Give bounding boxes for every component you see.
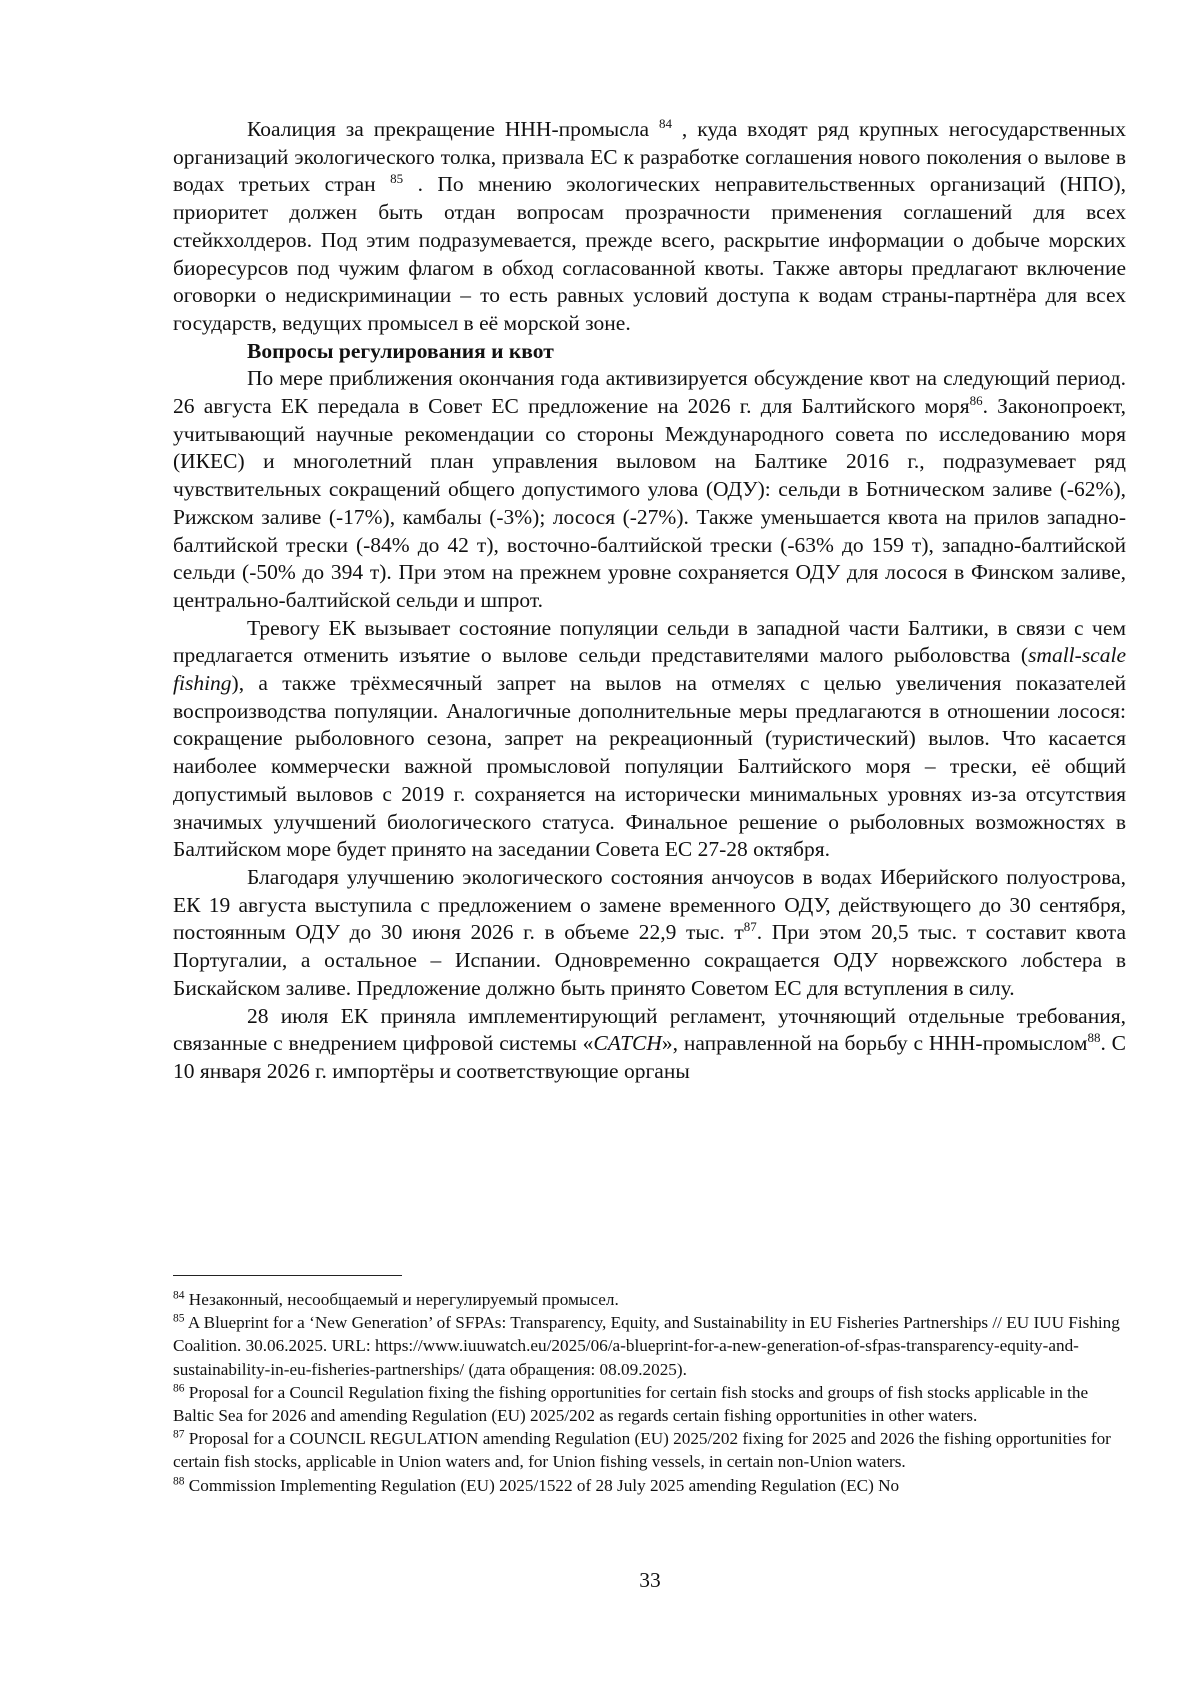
footnote-ref-85[interactable]: 85 <box>390 171 404 187</box>
footnote-87 <box>173 1427 1126 1473</box>
italic-term: CATCH <box>593 1031 662 1056</box>
footnote-text: Незаконный, несообщаемый и нерегулируемый промысел. <box>188 1290 619 1309</box>
footnote-number: 88 <box>173 1474 185 1487</box>
footnote-ref-86[interactable]: 86 <box>969 392 983 408</box>
footnote-separator <box>173 1275 402 1276</box>
footnote-number: 87 <box>173 1428 185 1441</box>
italic-term: small-scale fishing <box>173 643 1126 696</box>
footnote-84 <box>173 1288 1126 1311</box>
paragraph-text: По мере приближения окончания года активизируется обсуждение квот на следующий период. 26 августа ЕК передала в Совет ЕС предложение на 2026 г. для Балтийского моря <box>173 366 1126 419</box>
footnote-ref-84[interactable]: 84 <box>659 115 672 131</box>
footnote-ref-87[interactable]: 87 <box>743 919 757 935</box>
paragraph-text: Благодаря улучшению экологического состояния анчоусов в водах Иберийского полуострова, ЕК 19 августа выступила с предложением о замене временного ОДУ, действующего до 30 сентября, постоянным ОДУ до 30 июня 2026 г. в объеме 22,9 тыс. т <box>173 864 1126 945</box>
footnote-number: 86 <box>173 1382 185 1395</box>
footnotes-section <box>173 1275 1126 1497</box>
paragraph-text: . С 10 января 2026 г. импортёры и соответствующие органы <box>173 1031 1126 1083</box>
footnote-number: 84 <box>173 1289 185 1302</box>
paragraph-anchovy <box>173 864 1126 1003</box>
paragraph-text: », направленной на борьбу с ННН-промыслом <box>661 1031 1088 1056</box>
paragraph-text: ), а также трёхмесячный запрет на вылов на отмелях с целью увеличения показателей воспроизводства популяции. Аналогичные дополнительные меры предлагаются в отношении лосося: сокращение рыболовного сезона, запрет на рекреационный (туристический) вылов. Что касается наиболее коммерчески важной промысловой популяции Балтийского моря – трески, её общий допустимый выловов с 2019 г. сохраняется на исторически минимальных уровнях из-за отсутствия значимых улучшений биологического статуса. Финальное решение о рыболовных возможностях в Балтийском море будет принято на заседании Совета ЕС 27-28 октября. <box>173 671 1126 862</box>
footnote-ref-88[interactable]: 88 <box>1087 1030 1101 1046</box>
paragraph-text: . Законопроект, учитывающий научные рекомендации со стороны Международного совета по исследованию моря (ИКЕС) и многолетний план управления выловом на Балтике 2016 г., подразумевает ряд чувствительных сокращений общего допустимого улова (ОДУ): сельди в Ботническом заливе (-62%), Рижском заливе (-17%), камбалы (-3%); лосося (-27%). Также уменьшается квота на прилов западно-балтийской трески (-84% до 42 т), восточно-балтийской трески (-63% до 159 т), западно-балтийской сельди (-50% до 394 т). При этом на прежнем уровне сохраняется ОДУ для лосося в Финском заливе, центрально-балтийской сельди и шпрот. <box>173 394 1126 612</box>
paragraph-text: 28 июля ЕК приняла имплементирующий регламент, уточняющий отдельные требования, связанные с внедрением цифровой системы « <box>173 1003 1126 1056</box>
footnote-text: Proposal for a COUNCIL REGULATION amending Regulation (EU) 2025/202 fixing for 2025 and 2026 the fishing opportunities for certain fish stocks, applicable in Union waters and, for Union fishing vessels, in certain non-Union waters. <box>173 1429 1111 1472</box>
paragraph-text: Коалиция за прекращение ННН-промысла <box>247 117 650 141</box>
footnote-text: A Blueprint for a ‘New Generation’ of SFPAs: Transparency, Equity, and Sustainability in EU Fisheries Partnerships // EU IUU Fishing Coalition. 30.06.2025. URL: https://www.iuuwatch.eu/2025/06/a-blueprint-for-a-new-generation-of-sfpas-transparency-equity-and-sustainability-in-eu-fisheries-partnerships/ (дата обращения: 08.09.2025). <box>173 1313 1120 1379</box>
paragraph-text: . При этом 20,5 тыс. т составит квота Португалии, а остальное – Испании. Одновременно сокращается ОДУ норвежского лобстера в Бискайском заливе. Предложение должно быть принято Советом ЕС для вступления в силу. <box>173 920 1126 1000</box>
paragraph-text: Тревогу ЕК вызывает состояние популяции сельди в западной части Балтики, в связи с чем предлагается отменить изъятие о вылове сельди представителями малого рыболовства ( <box>173 615 1126 668</box>
footnote-88 <box>173 1474 1126 1497</box>
paragraph-iuu-coalition <box>173 116 1126 338</box>
footnote-85 <box>173 1311 1126 1381</box>
main-text <box>173 116 1126 1086</box>
paragraph-text: . По мнению экологических неправительственных организаций (НПО), приоритет должен быть отдан вопросам прозрачности применения соглашений для всех стейкхолдеров. Под этим подразумевается, прежде всего, раскрытие информации о добыче морских биоресурсов под чужим флагом в обход согласованной квоты. Также авторы предлагают включение оговорки о недискриминации – то есть равных условий доступа к водам страны-партнёра для всех государств, ведущих промысел в её морской зоне. <box>173 172 1127 335</box>
footnote-text: Proposal for a Council Regulation fixing the fishing opportunities for certain fish stocks and groups of fish stocks applicable in the Baltic Sea for 2026 and amending Regulation (EU) 2025/202 as regards certain fishing opportunities in other waters. <box>173 1382 1089 1426</box>
paragraph-catch-system <box>173 1003 1126 1086</box>
paragraph-herring-concern <box>173 615 1126 864</box>
footnote-text: Commission Implementing Regulation (EU) 2025/1522 of 28 July 2025 amending Regulation (EC) No <box>188 1475 900 1495</box>
footnote-86 <box>173 1381 1126 1427</box>
page-number: 33 <box>639 1568 661 1592</box>
footnote-number: 85 <box>173 1312 185 1325</box>
section-heading: Вопросы регулирования и квот <box>247 338 554 363</box>
paragraph-text: , куда входят ряд крупных негосударственных организаций экологического толка, призвала ЕС к разработке соглашения нового поколения о вылове в водах третьих стран <box>173 117 1127 197</box>
paragraph-baltic-quotas <box>173 365 1126 614</box>
